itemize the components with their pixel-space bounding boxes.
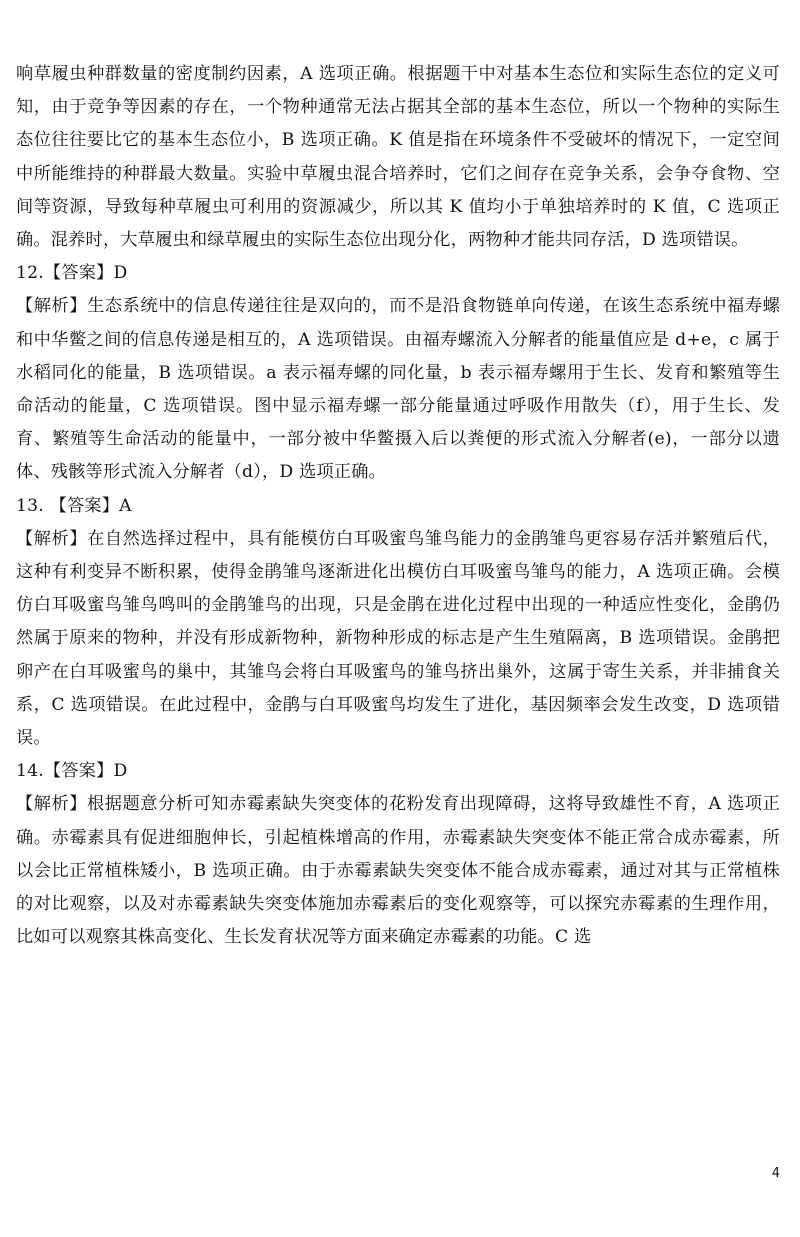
answer-heading-13: 13. 【答案】A xyxy=(16,495,132,516)
paragraph-answer-11-continued: 响草履虫种群数量的密度制约因素，A 选项正确。根据题干中对基本生态位和实际生态位的定义可知，由于竞争等因素的存在，一个物种通常无法占据其全部的基本生态位，所以一个物种的实际生态位往往要比它的基本生态位小，B 选项正确。K 值是指在环境条件不受破坏的情况下，一定空间中所能维持的种群最大数量。实验中草履虫混合培养时，它们之间存在竞争关系，会争夺食物、空间等资源，导致每种草履虫可利用的资源减少，所以其 K 值均小于单独培养时的 K 值，C 选项正确。混养时，大草履虫和绿草履虫的实际生态位出现分化，两物种才能共同存活，D 选项错误。 xyxy=(16,64,780,251)
page-number: 4 xyxy=(771,1166,780,1181)
paragraph-analysis-13: 【解析】在自然选择过程中，具有能模仿白耳吸蜜鸟雏鸟能力的金鹃雏鸟更容易存活并繁殖后代，这种有利变异不断积累，使得金鹃雏鸟逐渐进化出模仿白耳吸蜜鸟雏鸟的能力，A 选项正确。会模仿白耳吸蜜鸟雏鸟鸣叫的金鹃雏鸟的出现，只是金鹃在进化过程中出现的一种适应性变化，金鹃仍然属于原来的物种，并没有形成新物种，新物种形成的标志是产生生殖隔离，B 选项错误。金鹃把卵产在白耳吸蜜鸟的巢中，其雏鸟会将白耳吸蜜鸟的雏鸟挤出巢外，这属于寄生关系，并非捕食关系，C 选项错误。在此过程中，金鹃与白耳吸蜜鸟均发生了进化，基因频率会发生改变，D 选项错误。 xyxy=(16,528,780,749)
paragraph-analysis-12: 【解析】生态系统中的信息传递往往是双向的，而不是沿食物链单向传递，在该生态系统中福寿螺和中华鳖之间的信息传递是相互的，A 选项错误。由福寿螺流入分解者的能量值应是 d+e，c 属于水稻同化的能量，B 选项错误。a 表示福寿螺的同化量，b 表示福寿螺用于生长、发育和繁殖等生命活动的能量，C 选项错误。图中显示福寿螺一部分能量通过呼吸作用散失（f），用于生长、发育、繁殖等生命活动的能量中，一部分被中华鳖摄入后以粪便的形式流入分解者(e)，一部分以遗体、残骸等形式流入分解者（d），D 选项正确。 xyxy=(16,296,780,483)
paragraph-analysis-14: 【解析】根据题意分析可知赤霉素缺失突变体的花粉发育出现障碍，这将导致雄性不育，A 选项正确。赤霉素具有促进细胞伸长，引起植株增高的作用，赤霉素缺失突变体不能正常合成赤霉素，所以会比正常植株矮小，B 选项正确。由于赤霉素缺失突变体不能合成赤霉素，通过对其与正常植株的对比观察，以及对赤霉素缺失突变体施加赤霉素后的变化观察等，可以探究赤霉素的生理作用，比如可以观察其株高变化、生长发育状况等方面来确定赤霉素的功能。C 选 xyxy=(16,794,780,948)
answer-heading-12: 12.【答案】D xyxy=(16,263,128,284)
answer-heading-14: 14.【答案】D xyxy=(16,761,128,782)
